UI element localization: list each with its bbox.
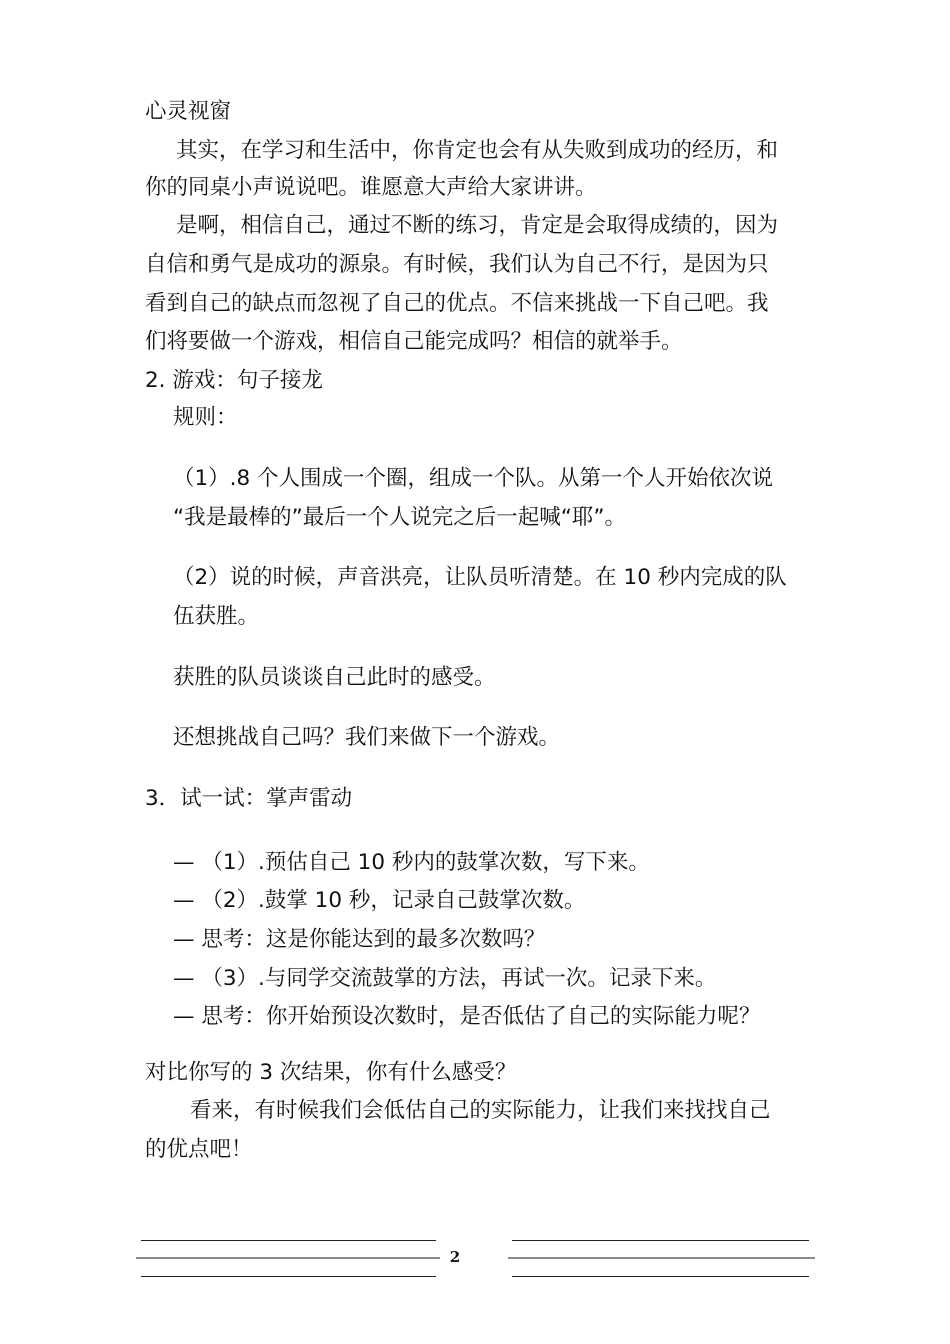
- section-heading: 心灵视窗: [145, 99, 232, 124]
- footer-rule-right-bottom: [512, 1276, 809, 1277]
- paragraph-line: 是啊，相信自己，通过不断的练习，肯定是会取得成绩的，因为: [176, 213, 779, 238]
- page-number: 2: [449, 1248, 461, 1266]
- list-item: — （3）.与同学交流鼓掌的方法，再试一次。记录下来。: [173, 966, 717, 991]
- footer-rule-left-top: [141, 1240, 436, 1241]
- list-item: — （1）.预估自己 10 秒内的鼓掌次数，写下来。: [173, 850, 650, 875]
- footer-rule-left-middle: [136, 1257, 440, 1259]
- list-item: — 思考：这是你能达到的最多次数吗？: [173, 927, 546, 952]
- paragraph-line: 其实，在学习和生活中，你肯定也会有从失败到成功的经历，和: [176, 138, 779, 163]
- footer-rule-left-bottom: [141, 1276, 436, 1277]
- rule-item: “我是最棒的”最后一个人说完之后一起喊“耶”。: [173, 505, 627, 530]
- paragraph-line: 获胜的队员谈谈自己此时的感受。: [173, 665, 496, 690]
- paragraph-line: 们将要做一个游戏，相信自己能完成吗？相信的就举手。: [145, 329, 683, 354]
- paragraph-line: 自信和勇气是成功的源泉。有时候，我们认为自己不行，是因为只: [145, 252, 769, 277]
- rules-label: 规则：: [173, 405, 238, 430]
- list-item: — （2）.鼓掌 10 秒，记录自己鼓掌次数。: [173, 888, 586, 913]
- paragraph-line: 对比你写的 3 次结果，你有什么感受？: [145, 1060, 517, 1085]
- rule-item: （2）说的时候，声音洪亮，让队员听清楚。在 10 秒内完成的队: [173, 565, 787, 590]
- list-item: — 思考：你开始预设次数时，是否低估了自己的实际能力呢？: [173, 1004, 761, 1029]
- rule-item: 伍获胜。: [173, 604, 260, 629]
- paragraph-line: 看来，有时候我们会低估自己的实际能力，让我们来找找自己: [190, 1098, 771, 1123]
- paragraph-line: 的优点吧！: [145, 1137, 253, 1162]
- rule-item: （1）.8 个人围成一个圈，组成一个队。从第一个人开始依次说: [173, 466, 774, 491]
- paragraph-line: 看到自己的缺点而忽视了自己的优点。不信来挑战一下自己吧。我: [145, 291, 769, 316]
- paragraph-line: 还想挑战自己吗？我们来做下一个游戏。: [173, 725, 561, 750]
- footer-rule-right-top: [512, 1240, 809, 1241]
- footer-rule-right-middle: [508, 1257, 815, 1259]
- numbered-heading: 3．试一试：掌声雷动: [145, 786, 353, 811]
- numbered-heading: 2. 游戏：句子接龙: [145, 368, 323, 393]
- paragraph-line: 你的同桌小声说说吧。谁愿意大声给大家讲讲。: [145, 175, 597, 200]
